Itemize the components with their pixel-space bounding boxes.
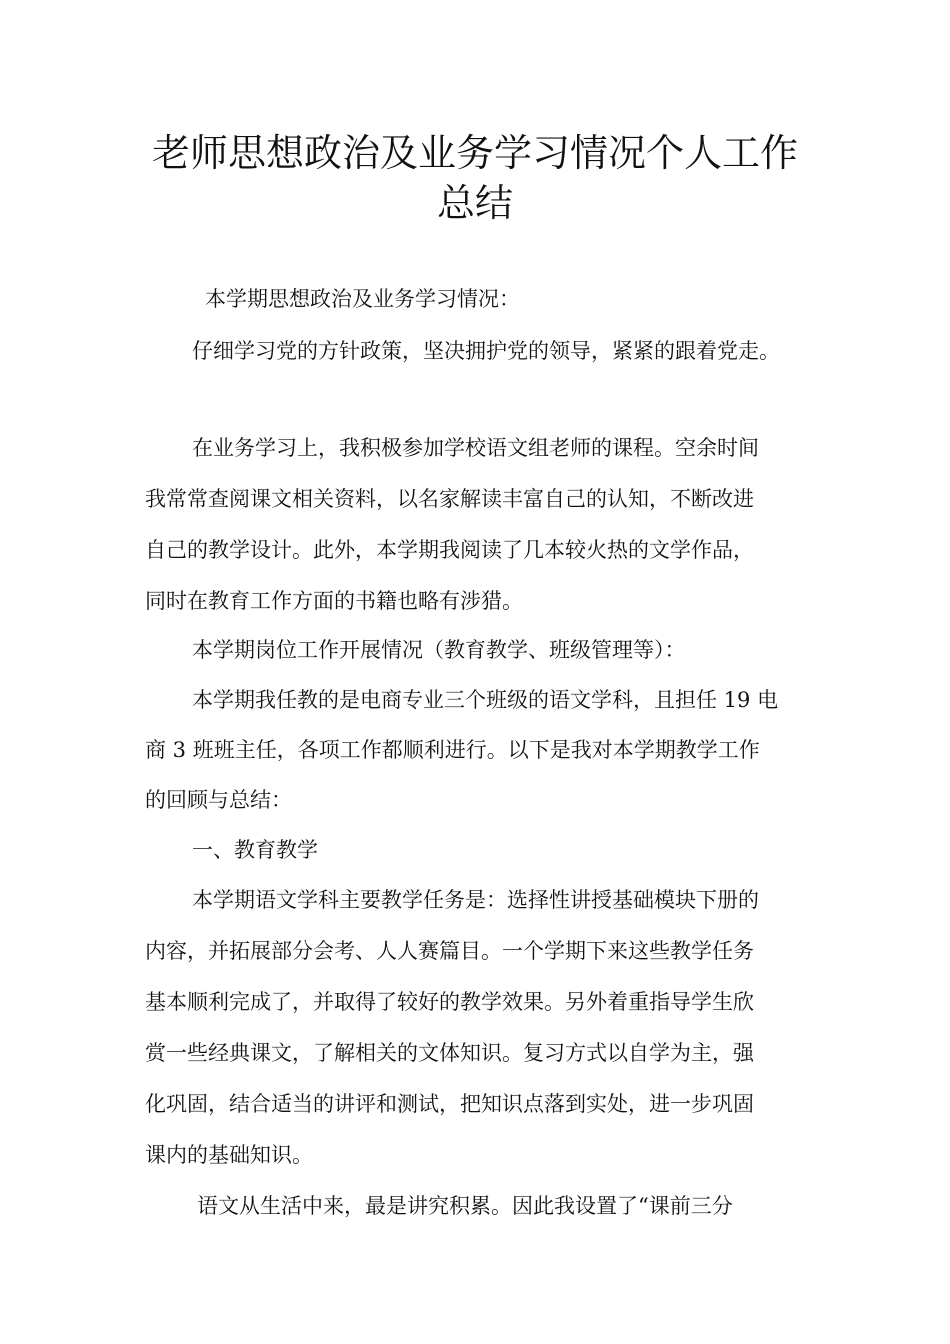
paragraph-line: 语文从生活中来，最是讲究积累。因此我设置了“课前三分: [197, 1194, 733, 1218]
paragraph-line: 内容，并拓展部分会考、人人赛篇目。一个学期下来这些教学任务: [145, 939, 754, 963]
section-heading-work: 本学期岗位工作开展情况（教育教学、班级管理等）：: [192, 638, 686, 662]
paragraph-line: 的回顾与总结：: [145, 788, 292, 812]
section-heading-teaching: 一、教育教学: [192, 838, 318, 862]
paragraph-line: 我常常查阅课文相关资料，以名家解读丰富自己的认知，不断改进: [145, 487, 754, 511]
paragraph-line: 课内的基础知识。: [145, 1143, 313, 1167]
paragraph-line: 本学期语文学科主要教学任务是：选择性讲授基础模块下册的: [192, 888, 759, 912]
paragraph-line: 赏一些经典课文，了解相关的文体知识。复习方式以自学为主，强: [145, 1041, 754, 1065]
paragraph-line: 本学期我任教的是电商专业三个班级的语文学科，且担任 19 电: [192, 688, 779, 712]
paragraph-line: 仔细学习党的方针政策，坚决拥护党的领导，紧紧的跟着党走。: [192, 339, 780, 363]
paragraph-line: 基本顺利完成了，并取得了较好的教学效果。另外着重指导学生欣: [145, 990, 754, 1014]
paragraph-line: 自己的教学设计。此外，本学期我阅读了几本较火热的文学作品，: [145, 538, 754, 562]
document-title-line-1: 老师思想政治及业务学习情况个人工作: [151, 131, 798, 175]
paragraph-line: 商 3 班班主任，各项工作都顺利进行。以下是我对本学期教学工作: [145, 738, 760, 762]
section-heading-study: 本学期思想政治及业务学习情况：: [205, 287, 520, 311]
paragraph-line: 在业务学习上，我积极参加学校语文组老师的课程。空余时间: [192, 436, 759, 460]
document-title-line-2: 总结: [436, 181, 513, 225]
paragraph-line: 同时在教育工作方面的书籍也略有涉猎。: [145, 589, 523, 613]
paragraph-line: 化巩固，结合适当的讲评和测试，把知识点落到实处，进一步巩固: [145, 1092, 754, 1116]
